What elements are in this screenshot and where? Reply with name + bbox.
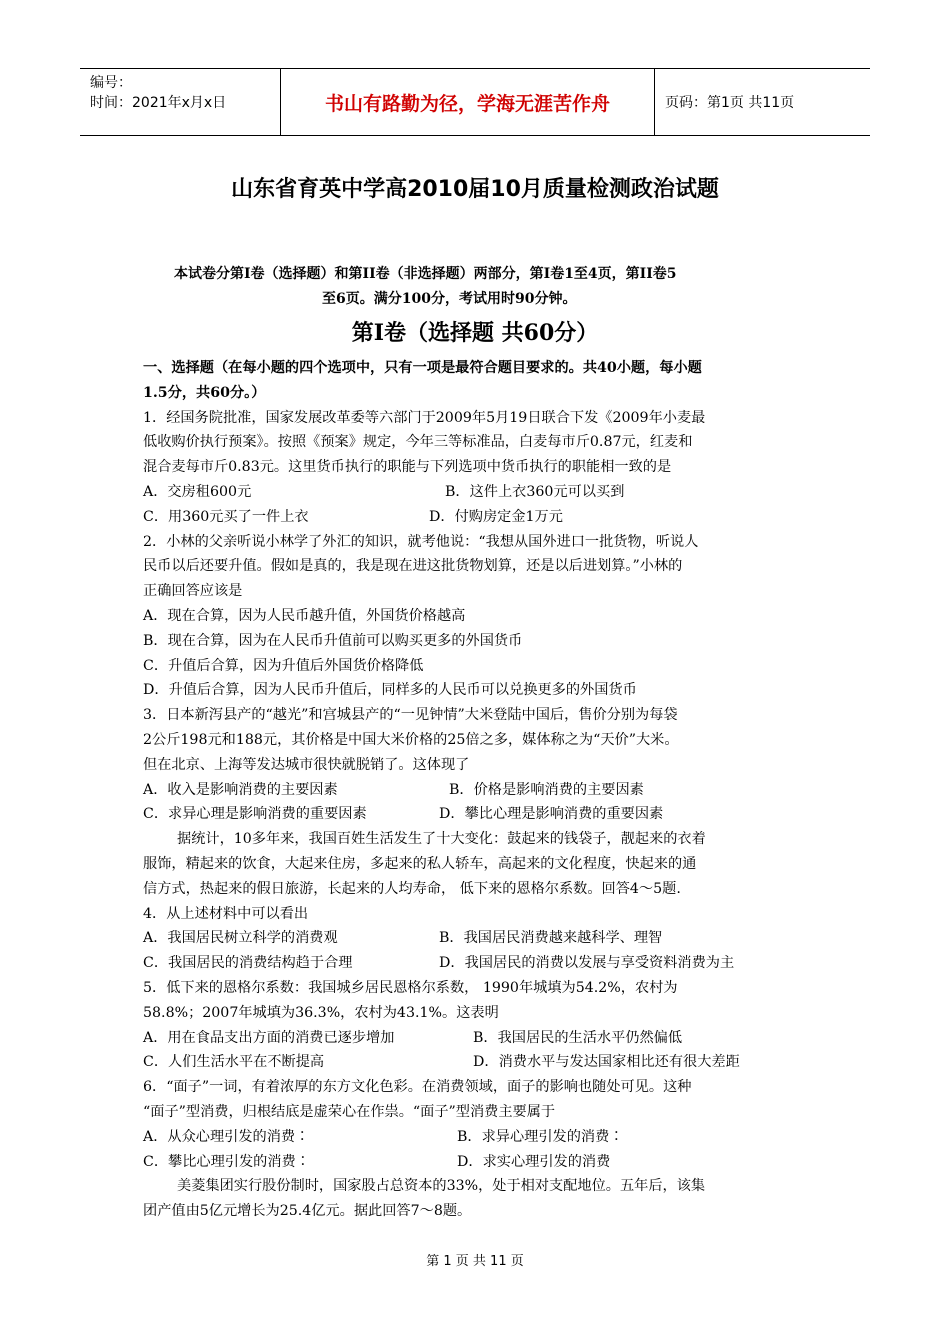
option-row (143, 1050, 813, 1075)
option-row (143, 1026, 813, 1051)
option-c: C．求异心理是影响消费的重要因素 (143, 806, 367, 823)
passage-1 (143, 827, 813, 901)
option-b: B．价格是影响消费的主要因素 (449, 781, 644, 798)
question-text: 民币以后还要升值。假如是真的，我是现在进这批货物划算，还是以后进划算。”小林的 (143, 558, 683, 575)
option-d: D．升值后合算，因为人民币升值后，同样多的人民币可以兑换更多的外国货币 (143, 682, 637, 699)
question-5 (143, 976, 813, 1075)
option-d: D．付购房定金1万元 (429, 508, 563, 525)
question-text: 混合麦每市斤0.83元。这里货币执行的职能与下列选项中货币执行的职能相一致的是 (143, 459, 672, 476)
page-header (80, 68, 870, 136)
option-row (143, 951, 813, 976)
passage-text: 信方式，热起来的假日旅游，长起来的人均寿命， 低下来的恩格尔系数。回答4～5题. (143, 880, 681, 897)
question-text: 2．小林的父亲听说小林学了外汇的知识，就考他说：“我想从国外进口一批货物，听说人 (143, 533, 699, 550)
exam-body (143, 356, 813, 1224)
option-d: D．求实心理引发的消费 (457, 1153, 611, 1170)
header-divider-2 (654, 69, 655, 135)
page-footer: 第 1 页 共 11 页 (426, 1254, 524, 1269)
question-text: 3．日本新泻县产的“越光”和宫城县产的“一见钟情”大米登陆中国后，售价分别为每袋 (143, 707, 678, 724)
option-b: B．我国居民消费越来越科学、理智 (439, 930, 663, 947)
option-c: C．用360元买了一件上衣 (143, 508, 309, 525)
header-date: 时间：2021年x月x日 (90, 95, 227, 111)
question-text: 6．“面子”一词，有着浓厚的东方文化色彩。在消费领域，面子的影响也随处可见。这种 (143, 1079, 692, 1096)
passage-2 (143, 1174, 813, 1224)
option-d: D．攀比心理是影响消费的重要因素 (439, 806, 664, 823)
header-number: 编号： (90, 75, 132, 91)
option-row (143, 926, 813, 951)
option-b: B．求异心理引发的消费∶ (457, 1128, 624, 1145)
header-page-info: 页码：第1页 共11页 (665, 95, 795, 111)
question-1 (143, 406, 813, 530)
option-c: C．升值后合算，因为升值后外国货价格降低 (143, 657, 424, 674)
option-d: D．我国居民的消费以发展与享受资料消费为主 (439, 955, 735, 972)
option-a: A．交房租600元 (143, 483, 252, 500)
option-a: A．从众心理引发的消费∶ (143, 1128, 310, 1145)
passage-text: 团产值由5亿元增长为25.4亿元。据此回答7～8题。 (143, 1203, 472, 1220)
header-motto: 书山有路勤为径，学海无涯苦作舟 (324, 92, 610, 115)
header-divider-1 (280, 69, 281, 135)
exam-title: 山东省育英中学高2010届10月质量检测政治试题 (231, 177, 719, 202)
intro-line-1: 本试卷分第I卷（选择题）和第II卷（非选择题）两部分，第I卷1至4页，第II卷5 (174, 266, 677, 282)
section-title: 第I卷（选择题 共60分） (351, 320, 599, 346)
option-a: A．现在合算，因为人民币越升值，外国货价格越高 (143, 607, 466, 624)
header-meta (90, 73, 226, 113)
option-b: B．这件上衣360元可以买到 (445, 483, 625, 500)
question-4 (143, 902, 813, 976)
question-text: 低收购价执行预案》。按照《预案》规定，今年三等标准品，白麦每市斤0.87元，红麦和 (143, 434, 693, 451)
question-text: 正确回答应该是 (143, 583, 243, 600)
question-text: 5．低下来的恩格尔系数：我国城乡居民恩格尔系数， 1990年城填为54.2%，农村为 (143, 979, 678, 996)
option-b: B．我国居民的生活水平仍然偏低 (473, 1029, 683, 1046)
question-text: 但在北京、上海等发达城市很快就脱销了。这体现了 (143, 756, 470, 773)
option-row (143, 505, 813, 530)
option-b: B．现在合算，因为在人民币升值前可以购买更多的外国货币 (143, 632, 523, 649)
question-2 (143, 530, 813, 704)
question-3 (143, 703, 813, 827)
option-row (143, 480, 813, 505)
exam-intro (174, 262, 814, 312)
option-a: A．我国居民树立科学的消费观 (143, 930, 338, 947)
option-a: A．用在食品支出方面的消费已逐步增加 (143, 1029, 395, 1046)
option-row (143, 1125, 813, 1150)
instructions-line-2: 1.5分，共60分。） (143, 384, 266, 401)
instructions-line-1: 一、选择题（在每小题的四个选项中，只有一项是最符合题目要求的。共40小题，每小题 (143, 360, 702, 376)
option-row (143, 778, 813, 803)
question-text: 4．从上述材料中可以看出 (143, 905, 309, 922)
question-6 (143, 1075, 813, 1174)
passage-text: 美菱集团实行股份制时，国家股占总资本的33%，处于相对支配地位。五年后，该集 (177, 1178, 706, 1195)
question-text: 58.8%；2007年城填为36.3%，农村为43.1%。这表明 (143, 1004, 499, 1021)
option-c: C．攀比心理引发的消费∶ (143, 1153, 310, 1170)
question-text: 2公斤198元和188元，其价格是中国大米价格的25倍之多，媒体称之为“天价”大米。 (143, 731, 679, 748)
passage-text: 服饰，精起来的饮食，大起来住房，多起来的私人轿车，高起来的文化程度，快起来的通 (143, 855, 697, 872)
passage-text: 据统计，10多年来，我国百姓生活发生了十大变化：鼓起来的钱袋子，靓起来的衣着 (177, 831, 706, 848)
option-c: C．我国居民的消费结构趋于合理 (143, 955, 353, 972)
option-row (143, 802, 813, 827)
question-text: 1．经国务院批准，国家发展改革委等六部门于2009年5月19日联合下发《2009年小麦最 (143, 409, 706, 426)
option-a: A．收入是影响消费的主要因素 (143, 781, 338, 798)
intro-line-2: 至6页。满分100分，考试用时90分钟。 (322, 291, 577, 307)
option-row (143, 1150, 813, 1175)
option-c: C．人们生活水平在不断提高 (143, 1054, 325, 1071)
option-d: D．消费水平与发达国家相比还有很大差距 (473, 1054, 740, 1071)
question-text: “面子”型消费，归根结底是虚荣心在作祟。“面子”型消费主要属于 (143, 1103, 556, 1120)
